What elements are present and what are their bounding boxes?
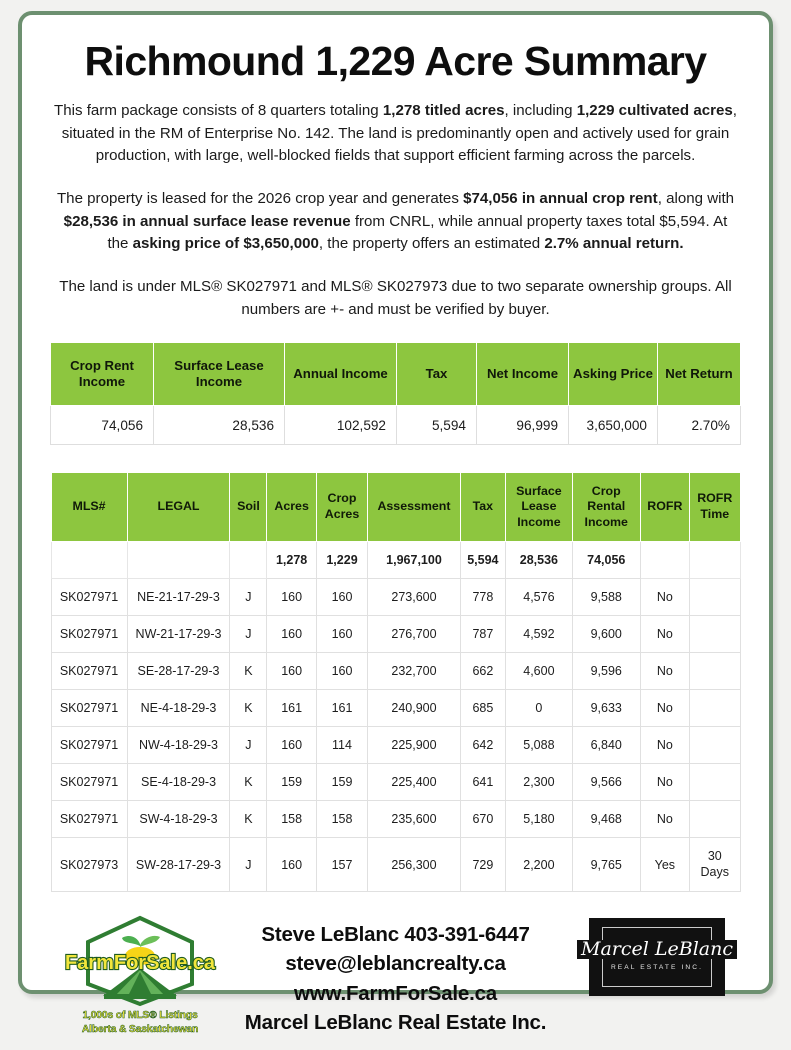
marcel-leblanc-script: Marcel LeBlanc: [577, 940, 737, 959]
page-title: Richmound 1,229 Acre Summary: [84, 38, 707, 84]
cell-rofr: No: [640, 690, 689, 727]
cell-acres: 160: [267, 653, 316, 690]
summary-value-crop-rent-income: 74,056: [51, 406, 154, 445]
cell-mls: SK027971: [51, 616, 127, 653]
p2-text-c: , along with: [657, 190, 735, 208]
farmforsale-tagline: [52, 1009, 228, 1036]
cell-rofr-time: [690, 690, 740, 727]
cell-rofr: No: [640, 727, 689, 764]
cell-legal: NE-4-18-29-3: [127, 690, 230, 727]
p2-crop-rent: $74,056 in annual crop rent: [463, 190, 658, 208]
table-row: [51, 653, 740, 690]
cell-rofr: No: [640, 653, 689, 690]
agent-website[interactable]: www.FarmForSale.ca: [294, 981, 497, 1005]
cell-tax: 778: [460, 579, 505, 616]
table-row: [51, 616, 740, 653]
totals-cell-tax: 5,594: [460, 542, 505, 579]
detail-header-crop-rental-income: Crop Rental Income: [572, 473, 640, 542]
cell-crop-rental-income: 9,588: [572, 579, 640, 616]
cell-acres: 159: [267, 764, 316, 801]
totals-cell-legal: [127, 542, 230, 579]
cell-surface-lease-income: 4,600: [505, 653, 572, 690]
summary-header-row: [51, 343, 741, 406]
cell-tax: 642: [460, 727, 505, 764]
cell-tax: 641: [460, 764, 505, 801]
cell-soil: K: [230, 801, 267, 838]
cell-soil: J: [230, 616, 267, 653]
summary-value-annual-income: 102,592: [285, 406, 397, 445]
cell-surface-lease-income: 4,592: [505, 616, 572, 653]
detail-header-tax: Tax: [460, 473, 505, 542]
detail-header-soil: Soil: [230, 473, 267, 542]
totals-cell-mls: [51, 542, 127, 579]
p2-text-e: from CNRL, while annual property taxes total $5,594. At the: [107, 212, 728, 253]
cell-rofr-time: [690, 801, 740, 838]
cell-crop-acres: 114: [316, 727, 367, 764]
summary-value-surface-lease-income: 28,536: [154, 406, 285, 445]
cell-soil: K: [230, 764, 267, 801]
p2-text-a: The property is leased for the 2026 crop year and generates: [56, 190, 464, 208]
cell-crop-acres: 161: [316, 690, 367, 727]
cell-acres: 160: [267, 727, 316, 764]
summary-header-surface-lease-income: Surface Lease Income: [154, 343, 285, 406]
cell-assessment: 235,600: [368, 801, 461, 838]
cell-crop-acres: 160: [316, 579, 367, 616]
cell-acres: 158: [267, 801, 316, 838]
cell-rofr-time: [690, 764, 740, 801]
summary-header-annual-income: Annual Income: [285, 343, 397, 406]
p1-text-c: , including: [504, 102, 577, 120]
cell-tax: 685: [460, 690, 505, 727]
cell-rofr-time: [690, 727, 740, 764]
income-paragraph: [52, 188, 739, 255]
cell-mls: SK027971: [51, 764, 127, 801]
cell-crop-rental-income: 9,566: [572, 764, 640, 801]
summary-header-crop-rent-income: Crop Rent Income: [51, 343, 154, 406]
cell-rofr-time: [690, 616, 740, 653]
cell-legal: NW-21-17-29-3: [127, 616, 230, 653]
detail-header-legal: LEGAL: [127, 473, 230, 542]
cell-rofr: No: [640, 764, 689, 801]
cell-surface-lease-income: 5,088: [505, 727, 572, 764]
cell-soil: J: [230, 727, 267, 764]
table-row: [51, 801, 740, 838]
farmforsale-hex-icon: [64, 912, 216, 1008]
marcel-leblanc-logo[interactable]: [581, 918, 733, 996]
cell-mls: SK027971: [51, 801, 127, 838]
table-row: [51, 764, 740, 801]
cell-mls: SK027971: [51, 690, 127, 727]
totals-cell-soil: [230, 542, 267, 579]
parcel-detail-table: [51, 472, 741, 892]
p2-annual-return: 2.7% annual return.: [544, 235, 684, 253]
p2-surface-lease: $28,536 in annual surface lease revenue: [63, 212, 351, 230]
summary-header-tax: Tax: [397, 343, 477, 406]
cell-mls: SK027971: [51, 579, 127, 616]
cell-legal: NW-4-18-29-3: [127, 727, 230, 764]
summary-header-asking-price: Asking Price: [569, 343, 658, 406]
cell-assessment: 240,900: [368, 690, 461, 727]
cell-crop-rental-income: 9,633: [572, 690, 640, 727]
agent-email[interactable]: steve@leblancrealty.ca: [285, 952, 506, 976]
detail-header-assessment: Assessment: [368, 473, 461, 542]
cell-soil: J: [230, 579, 267, 616]
cell-assessment: 273,600: [368, 579, 461, 616]
summary-header-net-return: Net Return: [658, 343, 741, 406]
summary-value-asking-price: 3,650,000: [569, 406, 658, 445]
brokerage-name: Marcel LeBlanc Real Estate Inc.: [244, 1010, 547, 1034]
cell-crop-rental-income: 9,765: [572, 838, 640, 892]
cell-assessment: 225,400: [368, 764, 461, 801]
mls-paragraph: The land is under MLS® SK027971 and MLS® SK027973 due to two separate ownership groups. All numbers are +- and must be verified by buyer.: [59, 278, 732, 318]
totals-cell-acres: 1,278: [267, 542, 316, 579]
detail-header-surface-lease-income: Surface Lease Income: [505, 473, 572, 542]
svg-text:FarmForSale.ca: FarmForSale.ca: [64, 952, 216, 975]
detail-header-mls: MLS#: [51, 473, 127, 542]
totals-cell-rofr: [640, 542, 689, 579]
table-row: [51, 727, 740, 764]
cell-mls: SK027971: [51, 653, 127, 690]
cell-rofr: No: [640, 579, 689, 616]
cell-mls: SK027971: [51, 727, 127, 764]
table-row: [51, 690, 740, 727]
cell-crop-acres: 157: [316, 838, 367, 892]
cell-surface-lease-income: 4,576: [505, 579, 572, 616]
cell-tax: 787: [460, 616, 505, 653]
cell-soil: K: [230, 653, 267, 690]
summary-value-row: [51, 406, 741, 445]
document-page: [18, 11, 773, 1035]
p2-text-g: , the property offers an estimated: [318, 235, 545, 253]
detail-header-rofr: ROFR: [640, 473, 689, 542]
cell-surface-lease-income: 2,300: [505, 764, 572, 801]
cell-legal: SE-28-17-29-3: [127, 653, 230, 690]
p1-text-e: , situated in the RM of Enterprise No. 142. The land is predominantly open and actively used for grain production, with large, well-blocked fields that support efficient farming across the parcels.: [61, 102, 737, 165]
table-row: [51, 838, 740, 892]
cell-crop-acres: 160: [316, 616, 367, 653]
cell-acres: 161: [267, 690, 316, 727]
footer: [44, 910, 747, 1050]
totals-cell-rofr-time: [690, 542, 740, 579]
cell-tax: 662: [460, 653, 505, 690]
detail-table-body: [51, 579, 740, 892]
cell-acres: 160: [267, 579, 316, 616]
farmforsale-logo[interactable]: [52, 912, 228, 1036]
cell-rofr-time: 30 Days: [690, 838, 740, 892]
cell-tax: 670: [460, 801, 505, 838]
cell-surface-lease-income: 0: [505, 690, 572, 727]
cell-assessment: 232,700: [368, 653, 461, 690]
cell-crop-acres: 159: [316, 764, 367, 801]
cell-surface-lease-income: 5,180: [505, 801, 572, 838]
cell-crop-rental-income: 9,468: [572, 801, 640, 838]
cell-crop-rental-income: 9,596: [572, 653, 640, 690]
cell-assessment: 225,900: [368, 727, 461, 764]
summary-value-tax: 5,594: [397, 406, 477, 445]
cell-rofr: No: [640, 616, 689, 653]
summary-table: [50, 342, 741, 445]
cell-assessment: 256,300: [368, 838, 461, 892]
cell-legal: SW-4-18-29-3: [127, 801, 230, 838]
cell-soil: J: [230, 838, 267, 892]
cell-mls: SK027973: [51, 838, 127, 892]
cell-tax: 729: [460, 838, 505, 892]
p1-titled-acres: 1,278 titled acres: [382, 102, 505, 120]
cell-crop-acres: 160: [316, 653, 367, 690]
marcel-leblanc-subtitle: REAL ESTATE INC.: [608, 962, 706, 973]
farmforsale-tagline-line1: 1,000s of MLS® Listings: [82, 1010, 198, 1022]
detail-header-rofr-time: ROFR Time: [690, 473, 740, 542]
totals-row: [51, 542, 740, 579]
agent-name-phone[interactable]: Steve LeBlanc 403-391-6447: [261, 923, 530, 947]
summary-value-net-return: 2.70%: [658, 406, 741, 445]
totals-cell-assessment: 1,967,100: [368, 542, 461, 579]
summary-header-net-income: Net Income: [477, 343, 569, 406]
cell-legal: SW-28-17-29-3: [127, 838, 230, 892]
p1-cultivated-acres: 1,229 cultivated acres: [576, 102, 733, 120]
cell-crop-rental-income: 6,840: [572, 727, 640, 764]
cell-surface-lease-income: 2,200: [505, 838, 572, 892]
totals-cell-crop-acres: 1,229: [316, 542, 367, 579]
farmforsale-tagline-line2: Alberta & Saskatchewan: [81, 1023, 199, 1035]
detail-header-crop-acres: Crop Acres: [316, 473, 367, 542]
cell-rofr-time: [690, 579, 740, 616]
cell-rofr-time: [690, 653, 740, 690]
cell-acres: 160: [267, 838, 316, 892]
cell-crop-rental-income: 9,600: [572, 616, 640, 653]
detail-header-row: [51, 473, 740, 542]
cell-legal: NE-21-17-29-3: [127, 579, 230, 616]
cell-soil: K: [230, 690, 267, 727]
cell-assessment: 276,700: [368, 616, 461, 653]
cell-crop-acres: 158: [316, 801, 367, 838]
cell-rofr: Yes: [640, 838, 689, 892]
intro-paragraph: [52, 100, 739, 167]
marcel-leblanc-logo-frame: [581, 927, 733, 987]
table-row: [51, 579, 740, 616]
cell-acres: 160: [267, 616, 316, 653]
summary-value-net-income: 96,999: [477, 406, 569, 445]
cell-rofr: No: [640, 801, 689, 838]
detail-header-acres: Acres: [267, 473, 316, 542]
cell-legal: SE-4-18-29-3: [127, 764, 230, 801]
p2-asking-price: asking price of $3,650,000: [132, 235, 319, 253]
p1-text-a: This farm package consists of 8 quarters totaling: [54, 102, 383, 120]
totals-cell-surface-lease-income: 28,536: [505, 542, 572, 579]
totals-cell-crop-rental-income: 74,056: [572, 542, 640, 579]
